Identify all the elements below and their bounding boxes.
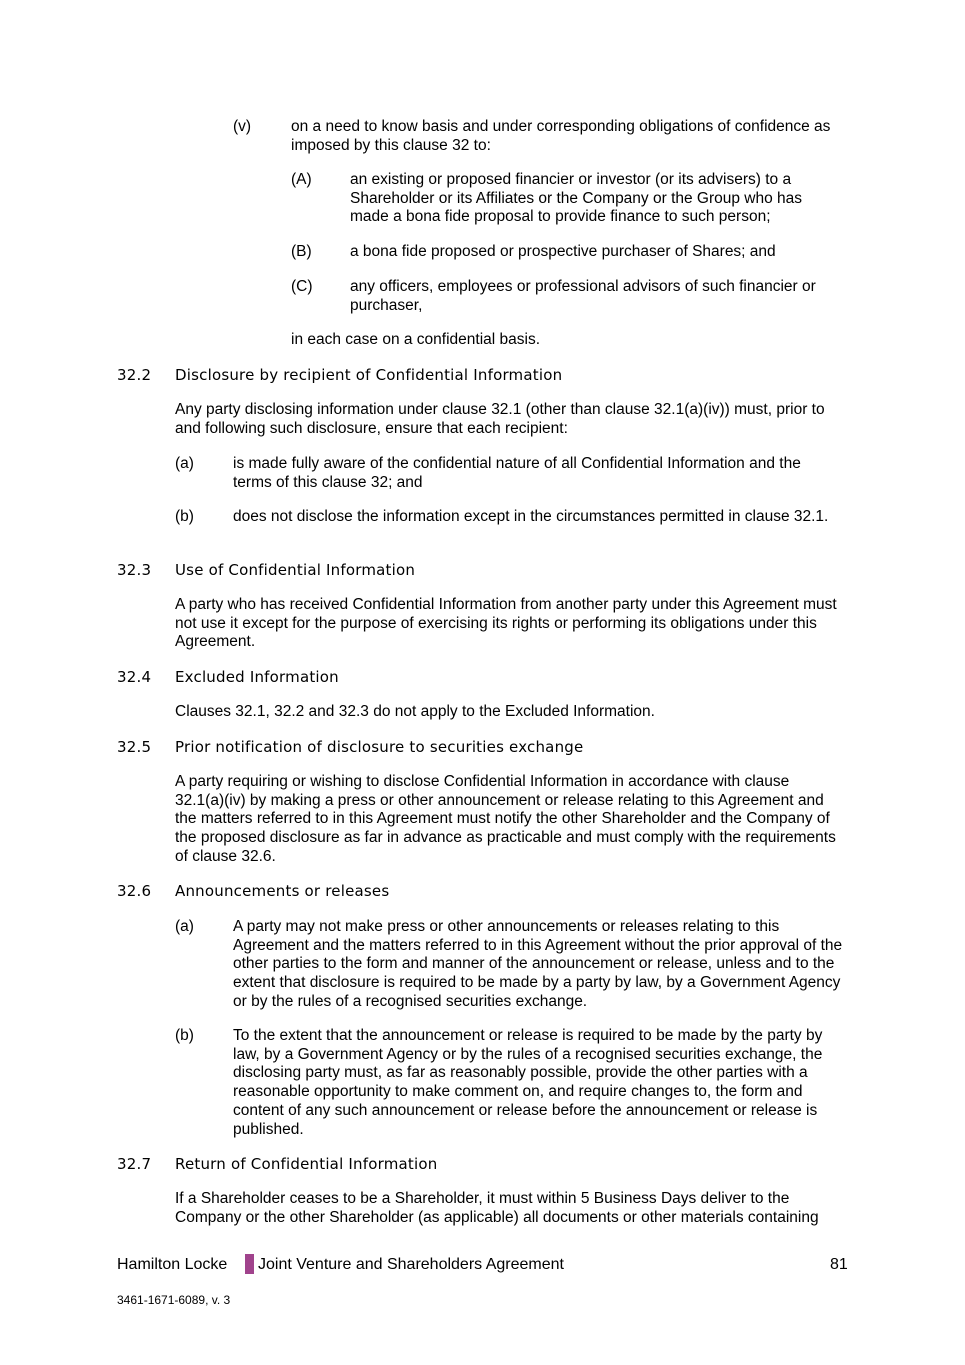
clause-32-3-number: 32.3 — [117, 561, 152, 579]
subitem-a-text: an existing or proposed financier or investor (or its advisers) to a Shareholder or its Affiliates or the Company or the Group who has made a bona fide proposal to provide finance to such person; — [350, 171, 803, 226]
clause-32-5-body: A party requiring or wishing to disclose Confidential Information in accordance with clause 32.1(a)(iv) by making a press or other announcement or release relating to this Agreement and the matters referred to in this Agreement must notify the other Shareholder and the Company of the proposed disclosure as far in advance as practicable and must comply with the requirements of clause 32.6. — [175, 773, 836, 865]
subitem-a-label: (A) — [291, 171, 312, 188]
clause-32-6-b-text: To the extent that the announcement or release is required to be made by the party by law, by a Government Agency or by the rules of a recognised securities exchange, the disclosing party must, as far as reasonably possible, provide the other parties with a reasonable opportunity to make comment on, and require changes to, the form and content of any such announcement or release before the announcement or release is published. — [233, 1027, 823, 1138]
clause-32-3-body: A party who has received Confidential Information from another party under this Agreement must not use it except for the purpose of exercising its rights or performing its obligations under this Agreement. — [175, 596, 837, 651]
clause-32-6-title: Announcements or releases — [175, 882, 390, 900]
clause-32-6-a-text: A party may not make press or other announcements or releases relating to this Agreement and the matters referred to in this Agreement without the prior approval of the other parties to the form and manner of the announcement or release, unless and to the extent that disclosure is required to be made by a party by law, by a Government Agency or by the rules of a recognised securities exchange. — [233, 918, 843, 1010]
subitem-b-label: (B) — [291, 243, 312, 260]
clause-32-2-a-text: is made fully aware of the confidential nature of all Confidential Information and the terms of this clause 32; and — [233, 455, 801, 491]
clause-32-4-body: Clauses 32.1, 32.2 and 32.3 do not apply to the Excluded Information. — [175, 703, 655, 720]
subitem-b-text: a bona fide proposed or prospective purchaser of Shares; and — [350, 243, 776, 260]
clause-32-7-title: Return of Confidential Information — [175, 1155, 438, 1173]
footer-page-number: 81 — [830, 1256, 848, 1273]
clause-32-6-b-label: (b) — [175, 1027, 194, 1044]
clause-32-6-a-label: (a) — [175, 918, 194, 935]
clause-32-2-number: 32.2 — [117, 366, 152, 384]
clause-32-7-body: If a Shareholder ceases to be a Shareholder, it must within 5 Business Days deliver to the Company or the other Shareholder (as applicable) all documents or other materials containing — [175, 1190, 819, 1226]
clause-32-2-body: Any party disclosing information under clause 32.1 (other than clause 32.1(a)(iv)) must, prior to and following such disclosure, ensure that each recipient: — [175, 401, 825, 437]
clause-32-4-title: Excluded Information — [175, 668, 339, 686]
subitem-c-label: (C) — [291, 278, 313, 295]
clause-32-2-b-label: (b) — [175, 508, 194, 525]
footer-document-reference: 3461-1671-6089, v. 3 — [117, 1293, 231, 1307]
clause-32-5-number: 32.5 — [117, 738, 152, 756]
clause-32-2-a-label: (a) — [175, 455, 194, 472]
clause-32-3-title: Use of Confidential Information — [175, 561, 416, 579]
clause-32-5-title: Prior notification of disclosure to securities exchange — [175, 738, 584, 756]
clause-32-4-number: 32.4 — [117, 668, 152, 686]
subitem-c-text: any officers, employees or professional advisors of such financier or purchaser, — [350, 278, 816, 314]
clause-32-1-trailer: in each case on a confidential basis. — [291, 331, 541, 348]
footer-firm-name: Hamilton Locke — [117, 1256, 228, 1273]
clause-32-1-v-label: (v) — [233, 118, 252, 135]
footer-accent-bar — [245, 1254, 254, 1274]
clause-32-2-title: Disclosure by recipient of Confidential Information — [175, 366, 563, 384]
clause-32-1-v-text: on a need to know basis and under corresponding obligations of confidence as imposed by this clause 32 to: — [291, 118, 831, 154]
clause-32-7-number: 32.7 — [117, 1155, 152, 1173]
footer-document-title: Joint Venture and Shareholders Agreement — [258, 1256, 564, 1273]
clause-32-6-number: 32.6 — [117, 882, 152, 900]
clause-32-2-b-text: does not disclose the information except in the circumstances permitted in clause 32.1. — [233, 508, 829, 525]
